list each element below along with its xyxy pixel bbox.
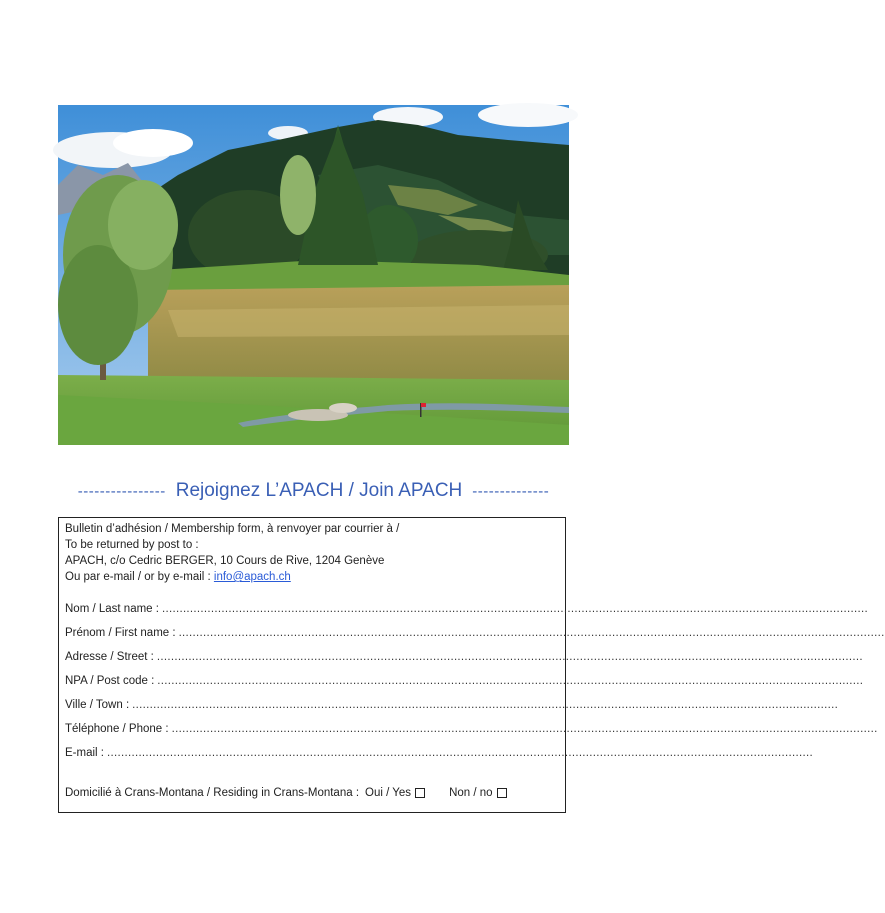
field-label: Nom / Last name : [65, 603, 159, 615]
membership-form [58, 517, 885, 813]
field-dotted-line[interactable]: .......................................................................................................................................................................................................... [132, 699, 839, 711]
postal-address: APACH, c/o Cedric BERGER, 10 Cours de Rive, 1204 Genève [65, 555, 385, 567]
field-dotted-line[interactable]: .......................................................................................................................................................................................................... [157, 675, 864, 687]
yes-checkbox[interactable] [415, 788, 425, 798]
field-town[interactable] [65, 699, 839, 723]
email-link[interactable]: info@apach.ch [213, 571, 291, 583]
heading-title: Rejoignez L’APACH / Join APACH [175, 480, 463, 501]
heading-left-dashes: ---------------- [77, 482, 166, 500]
form-fields [65, 603, 885, 771]
field-phone[interactable] [65, 723, 878, 747]
field-dotted-line[interactable]: .......................................................................................................................................................................................................... [161, 603, 868, 615]
landscape-illustration [58, 105, 569, 445]
intro-line-1: Bulletin d’adhésion / Membership form, à renvoyer par courrier à / [65, 523, 400, 535]
section-heading [58, 477, 569, 505]
email-prefix: Ou par e-mail / or by e-mail : [65, 571, 214, 583]
field-post-code[interactable] [65, 675, 864, 699]
email-line [65, 569, 559, 585]
residing-label: Domicilié à Crans-Montana / Residing in Crans-Montana : [65, 787, 360, 799]
field-dotted-line[interactable]: .......................................................................................................................................................................................................... [171, 723, 878, 735]
golf-course-photo [58, 105, 569, 445]
field-email[interactable] [65, 747, 813, 771]
field-last-name[interactable] [65, 603, 868, 627]
field-label: Prénom / First name : [65, 627, 176, 639]
field-label: E-mail : [65, 747, 104, 759]
field-dotted-line[interactable]: .......................................................................................................................................................................................................... [106, 747, 813, 759]
field-first-name[interactable] [65, 627, 885, 651]
option-no[interactable] [449, 787, 506, 799]
field-street[interactable] [65, 651, 863, 675]
intro-line-2: To be returned by post to : [65, 539, 199, 551]
no-checkbox[interactable] [497, 788, 507, 798]
residing-row [65, 787, 559, 799]
field-dotted-line[interactable]: .......................................................................................................................................................................................................... [156, 651, 863, 663]
option-yes[interactable] [365, 787, 425, 799]
yes-label: Oui / Yes [365, 787, 412, 799]
field-label: Adresse / Street : [65, 651, 154, 663]
field-label: NPA / Post code : [65, 675, 155, 687]
heading-right-dashes: -------------- [472, 482, 550, 500]
field-dotted-line[interactable]: .......................................................................................................................................................................................................... [178, 627, 885, 639]
field-label: Téléphone / Phone : [65, 723, 169, 735]
field-label: Ville / Town : [65, 699, 130, 711]
no-label: Non / no [449, 787, 493, 799]
